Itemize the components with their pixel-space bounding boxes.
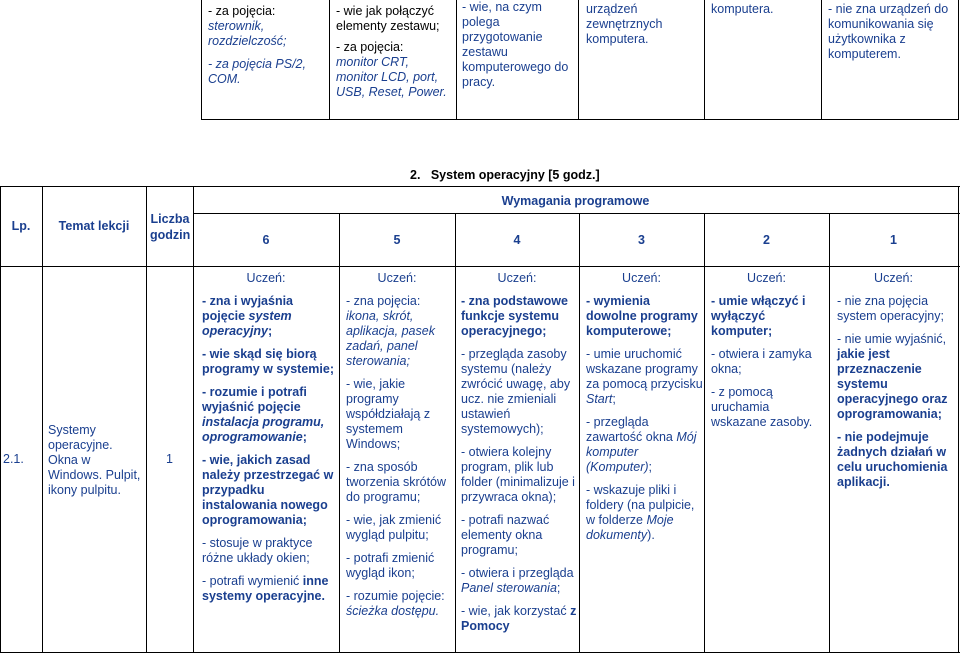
top-cell-2: - wie jak połączyć elementy zestawu; - za pojęcia: monitor CRT, monitor LCD, port, USB, Reset, Power. xyxy=(336,4,447,99)
uczen-label-2: Uczeń: xyxy=(747,271,786,285)
row-godziny: 1 xyxy=(166,452,173,466)
grade3-content: - wymienia dowolne programy komputerowe; - umie uruchomić wskazane programy za pomocą przycisku Start; - przegląda zawartość okna Mój komputer (Komputer); - wskazuje pliki i foldery (na pulpicie, w folderze Moje dokumenty). xyxy=(586,294,703,542)
grade-3: 3 xyxy=(638,233,645,247)
top-cell-1: - za pojęcia: sterownik, rozdzielczość; - za pojęcia PS/2, COM. xyxy=(208,4,306,86)
row-lp: 2.1. xyxy=(3,452,24,466)
top-cell-5: komputera. xyxy=(711,2,774,16)
section-title: 2. System operacyjny [5 godz.] xyxy=(410,168,600,182)
grade-2: 2 xyxy=(763,233,770,247)
uczen-label-1: Uczeń: xyxy=(874,271,913,285)
top-cell-6: - nie zna urządzeń do komunikowania się użytkownika z komputerem. xyxy=(828,2,949,61)
grade5-content: - zna pojęcia: ikona, skrót, aplikacja, pasek zadań, panel sterowania; - wie, jakie programy współdziałają z systemem Windows; - zna sposób tworzenia skrótów do programu; - wie, jak zmienić wygląd pulpitu; - potrafi zmienić wygląd ikon; - rozumie pojęcie: ścieżka dostępu. xyxy=(346,294,447,618)
uczen-label-6: Uczeń: xyxy=(246,271,286,285)
uczen-label-4: Uczeń: xyxy=(497,271,537,285)
header-lp: Lp. xyxy=(11,219,31,233)
top-cell-3: - wie, na czym polega przygotowanie zestawu komputerowego do pracy. xyxy=(462,0,569,89)
top-cell-4: urządzeń zewnętrznych komputera. xyxy=(586,2,663,46)
header-wymagania: Wymagania programowe xyxy=(501,194,650,208)
grade6-content: - zna i wyjaśnia pojęcie system operacyjny; - wie skąd się biorą programy w systemie; - rozumie i potrafi wyjaśnić pojęcie instalacja programu, oprogramowanie; - wie, jakich zasad należy przestrzegać w przypadku instalowania nowego oprogramowania; - stosuje w praktyce różne układy okien; - potrafi wymienić inne systemy operacyjne. xyxy=(202,294,334,603)
uczen-label-5: Uczeń: xyxy=(377,271,417,285)
grade-5: 5 xyxy=(393,233,401,247)
row-temat: Systemy operacyjne. Okna w Windows. Pulpit, ikony pulpitu. xyxy=(48,423,141,497)
grade4-content: - zna podstawowe funkcje systemu operacyjnego; - przegląda zasoby systemu (należy zwrócić uwagę, aby ucz. nie zmieniali ustawień systemowych); - otwiera kolejny program, plik lub folder (minimalizuje i przywraca okna); - potrafi nazwać elementy okna programu; - otwiera i przegląda Panel sterowania; - wie, jak korzystać z Pomocy xyxy=(461,294,577,633)
grade-1: 1 xyxy=(890,233,897,247)
grade1-content: - nie zna pojęcia system operacyjny; - nie umie wyjaśnić, jakie jest przeznaczenie systemu operacyjnego oraz oprogramowania; - nie podejmuje żadnych działań w celu uruchomienia aplikacji. xyxy=(837,294,948,489)
grade-6: 6 xyxy=(262,233,270,247)
grade-4: 4 xyxy=(513,233,521,247)
header-liczba: Liczba godzin xyxy=(150,212,191,242)
grade2-content: - umie włączyć i wyłączyć komputer; - otwiera i zamyka okna; - z pomocą uruchamia wskazane zasoby. xyxy=(711,294,813,429)
header-temat: Temat lekcji xyxy=(58,219,130,233)
uczen-label-3: Uczeń: xyxy=(622,271,661,285)
